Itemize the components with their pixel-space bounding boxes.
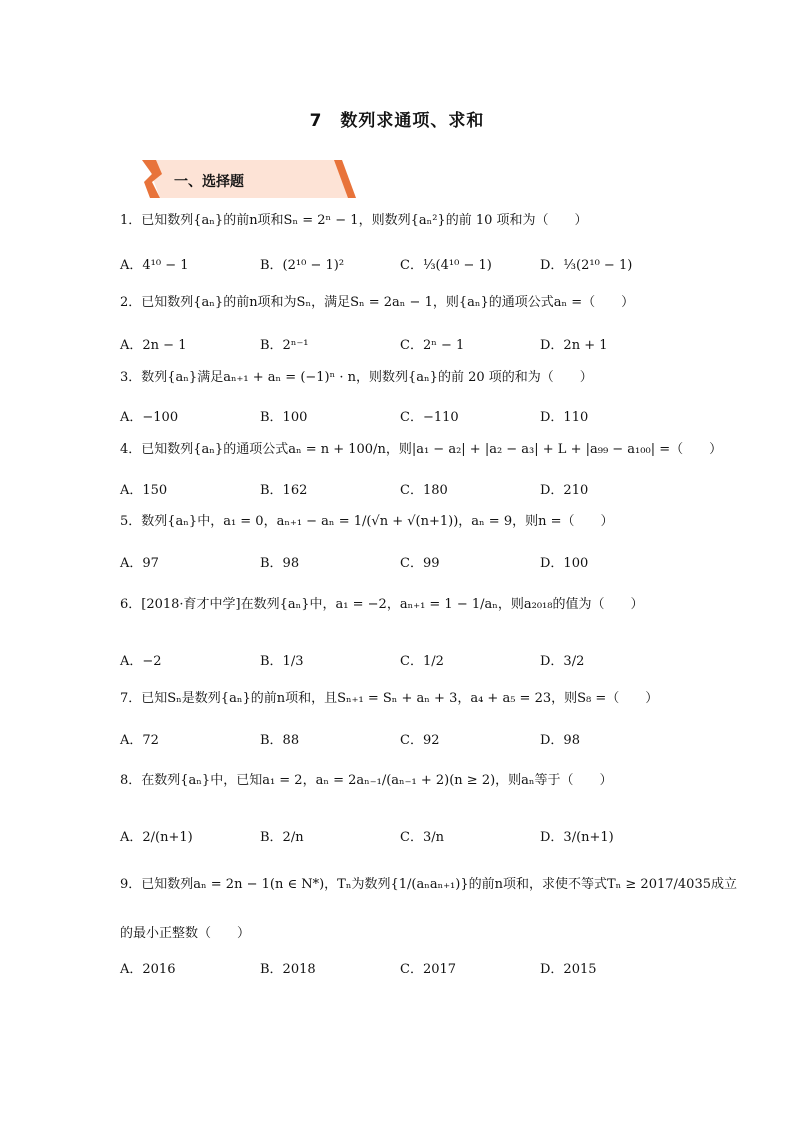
- question-6-options: [120, 650, 680, 672]
- question-7-options: [120, 729, 680, 751]
- option-c: C．3/n: [400, 830, 444, 845]
- option-c: C．2ⁿ − 1: [400, 338, 465, 353]
- section-label: 一、选择题: [174, 174, 244, 190]
- question-8: 8．在数列{aₙ}中，已知a₁ = 2，aₙ = 2aₙ₋₁/(aₙ₋₁ + 2)(n ≥ 2)，则aₙ等于（ ）: [120, 773, 613, 788]
- option-a: A．−100: [120, 410, 179, 425]
- question-9-continued: 的最小正整数（ ）: [120, 926, 251, 941]
- question-7: 7．已知Sₙ是数列{aₙ}的前n项和，且Sₙ₊₁ = Sₙ + aₙ + 3，a₄ + a₅ = 23，则S₈ =（ ）: [120, 691, 659, 706]
- page-title: 7 数列求通项、求和: [309, 111, 485, 131]
- question-2-options: [120, 334, 680, 356]
- question-3-options: [120, 406, 680, 428]
- question-4: 4．已知数列{aₙ}的通项公式aₙ = n + 100/n，则|a₁ − a₂| + |a₂ − a₃| + L + |a₉₉ − a₁₀₀| =（ ）: [120, 442, 723, 457]
- option-d: D．100: [540, 556, 589, 571]
- question-1-options: [120, 254, 680, 276]
- question-3: 3．数列{aₙ}满足aₙ₊₁ + aₙ = (−1)ⁿ · n，则数列{aₙ}的前 20 项的和为（ ）: [120, 370, 593, 385]
- option-d: D．3/(n+1): [540, 830, 614, 845]
- option-a: A．−2: [120, 654, 162, 669]
- question-8-options: [120, 826, 680, 848]
- option-b: B．2ⁿ⁻¹: [260, 338, 309, 353]
- question-5-options: [120, 552, 680, 574]
- option-d: D．210: [540, 483, 589, 498]
- option-a: A．2016: [120, 962, 176, 977]
- option-a: A．2/(n+1): [120, 830, 193, 845]
- question-6: 6．[2018·育才中学]在数列{aₙ}中，a₁ = −2，aₙ₊₁ = 1 − 1/aₙ，则a₂₀₁₈的值为（ ）: [120, 597, 644, 612]
- section-banner: [142, 160, 356, 198]
- option-c: C．2017: [400, 962, 457, 977]
- option-b: B．162: [260, 483, 308, 498]
- option-b: B．100: [260, 410, 308, 425]
- option-a: A．150: [120, 483, 168, 498]
- option-a: A．72: [120, 733, 159, 748]
- option-c: C．−110: [400, 410, 459, 425]
- question-2: 2．已知数列{aₙ}的前n项和为Sₙ，满足Sₙ = 2aₙ − 1，则{aₙ}的通项公式aₙ =（ ）: [120, 295, 635, 310]
- option-c: C．99: [400, 556, 440, 571]
- question-9: 9．已知数列aₙ = 2n − 1(n ∈ N*)，Tₙ为数列{1/(aₙaₙ₊₁)}的前n项和，求使不等式Tₙ ≥ 2017/4035成立: [120, 877, 737, 892]
- option-d: D．98: [540, 733, 580, 748]
- question-4-options: [120, 479, 680, 501]
- option-b: B．(2¹⁰ − 1)²: [260, 258, 345, 273]
- option-b: B．1/3: [260, 654, 304, 669]
- option-c: C．⅓(4¹⁰ − 1): [400, 258, 492, 273]
- option-d: D．110: [540, 410, 589, 425]
- option-d: D．2n + 1: [540, 338, 608, 353]
- option-c: C．92: [400, 733, 440, 748]
- option-a: A．97: [120, 556, 159, 571]
- option-b: B．98: [260, 556, 300, 571]
- option-a: A．4¹⁰ − 1: [120, 258, 189, 273]
- option-d: D．3/2: [540, 654, 585, 669]
- question-1: 1．已知数列{aₙ}的前n项和Sₙ = 2ⁿ − 1，则数列{aₙ²}的前 10 项和为（ ）: [120, 213, 588, 228]
- question-9-options: [120, 958, 680, 980]
- question-5: 5．数列{aₙ}中，a₁ = 0，aₙ₊₁ − aₙ = 1/(√n + √(n+1))，aₙ = 9，则n =（ ）: [120, 514, 614, 529]
- option-c: C．1/2: [400, 654, 444, 669]
- option-a: A．2n − 1: [120, 338, 187, 353]
- option-d: D．⅓(2¹⁰ − 1): [540, 258, 633, 273]
- option-b: B．2/n: [260, 830, 304, 845]
- option-d: D．2015: [540, 962, 597, 977]
- option-c: C．180: [400, 483, 448, 498]
- option-b: B．88: [260, 733, 300, 748]
- option-b: B．2018: [260, 962, 316, 977]
